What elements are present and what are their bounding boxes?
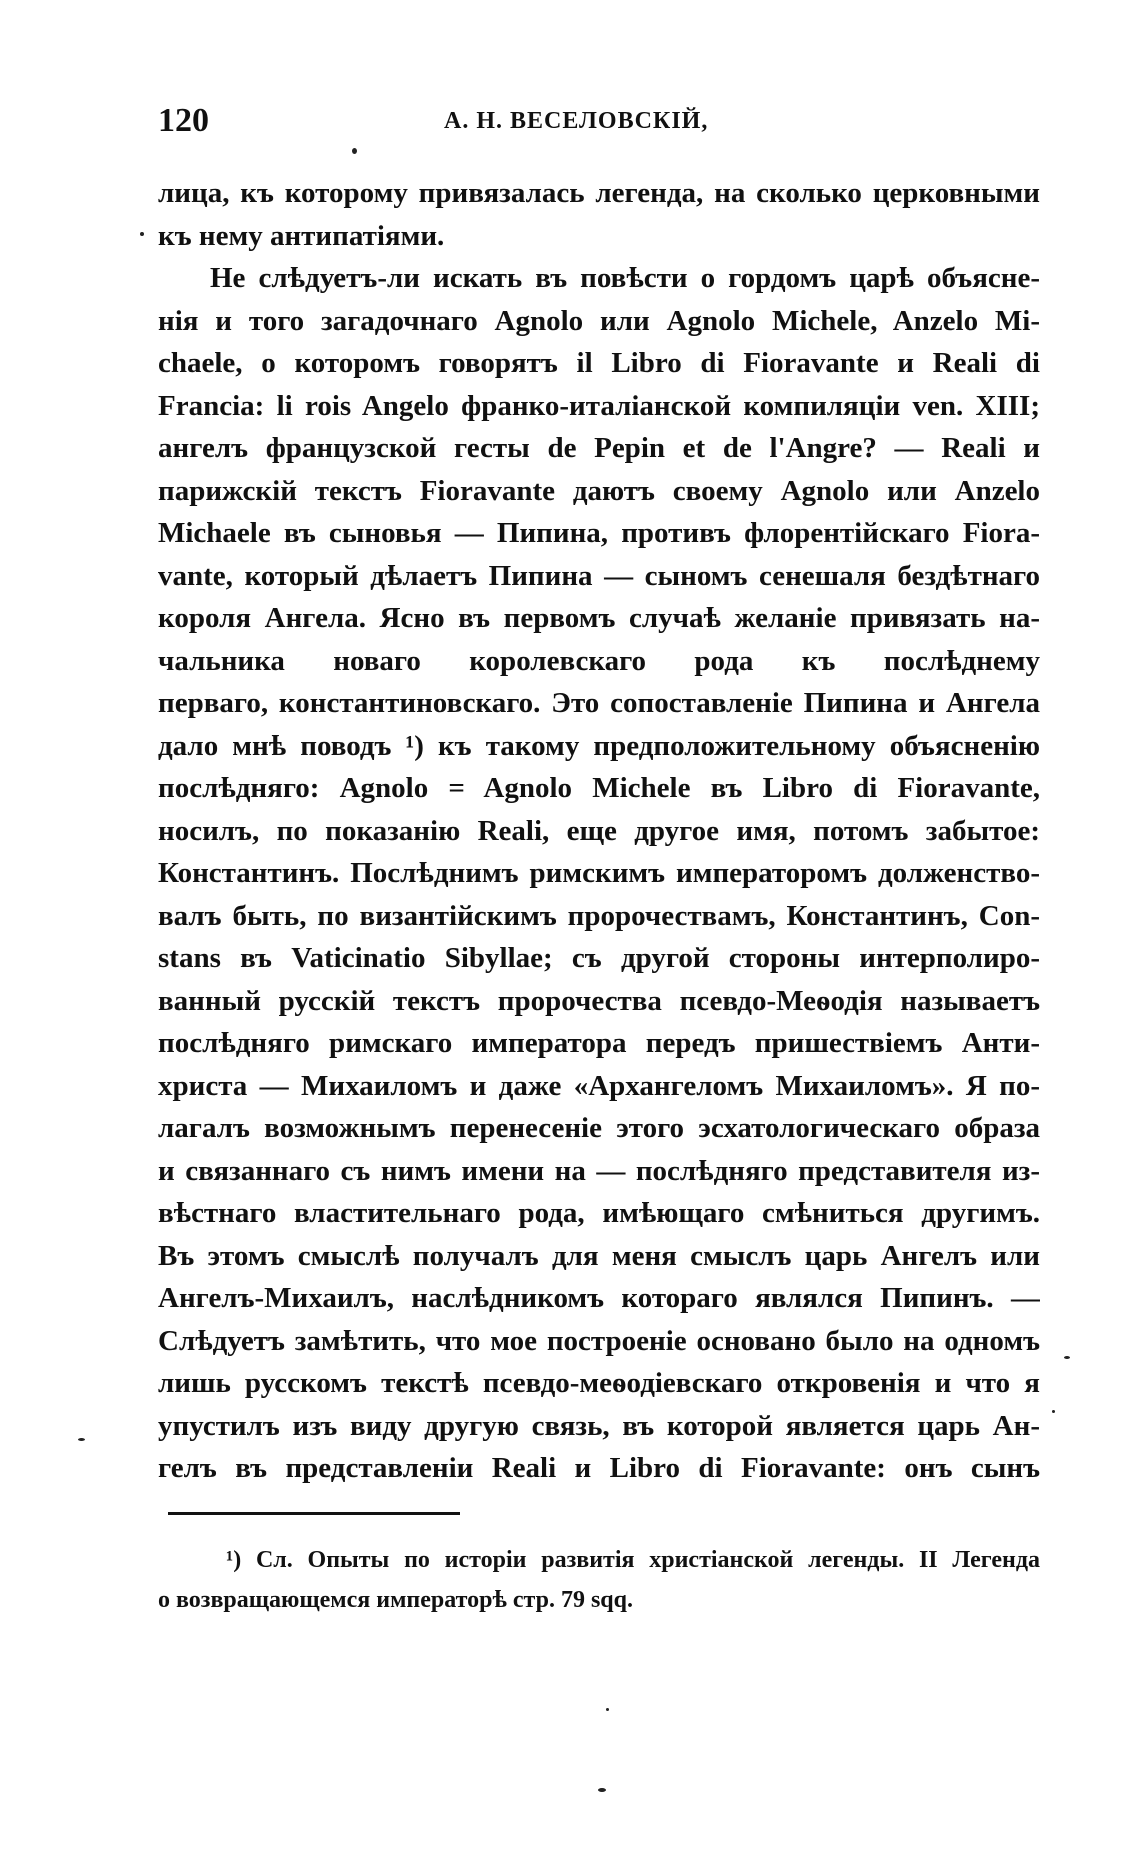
text-line: vante, который дѣлаетъ Пипина — сыномъ сенешаля бездѣтнаго bbox=[158, 559, 1040, 592]
text-line: Ангелъ-Михаилъ, наслѣдникомъ котораго являлся Пипинъ. — bbox=[158, 1282, 1040, 1314]
footnote-divider bbox=[168, 1512, 460, 1515]
text-line: вѣстнаго властительнаго рода, имѣющаго смѣниться другимъ. bbox=[158, 1197, 1040, 1229]
running-head: А. Н. ВЕСЕЛОВСКІЙ, bbox=[444, 108, 709, 134]
text-line: лица, къ которому привязалась легенда, на сколько церковными bbox=[158, 177, 1040, 209]
text-line: ванный русскій текстъ пророчества псевдо-Меѳодія называетъ bbox=[158, 984, 1040, 1017]
text-line: послѣдняго: Agnolo = Agnolo Michele въ Libro di Fioravante, bbox=[158, 772, 1040, 804]
text-line: Francia: li rois Angelo франко-италіанской компиляціи ven. XIII; bbox=[158, 389, 1040, 422]
text-line: къ нему антипатіями. bbox=[158, 219, 445, 252]
text-line: лишь русскомъ текстѣ псевдо-меѳодіевскаго откровенія и что я bbox=[158, 1367, 1040, 1399]
text-line: дало мнѣ поводъ ¹) къ такому предположительному объясненію bbox=[158, 729, 1040, 762]
text-line: ангелъ французской гесты de Pepin et de l'Angre? — Reali и bbox=[158, 432, 1040, 464]
text-line: валъ быть, по византійскимъ пророчествамъ, Константинъ, Con- bbox=[158, 899, 1040, 932]
text-line: Не слѣдуетъ-ли искать въ повѣсти о гордомъ царѣ объясне- bbox=[210, 262, 1040, 294]
text-line: и связаннаго съ нимъ имени на — послѣдняго представителя из- bbox=[158, 1154, 1040, 1187]
text-line: лагалъ возможнымъ перенесеніе этого эсхатологическаго образа bbox=[158, 1112, 1040, 1144]
scan-speck bbox=[1052, 1410, 1055, 1413]
footnote-line: о возвращающемся императорѣ стр. 79 sqq. bbox=[158, 1587, 633, 1613]
text-line: Въ этомъ смыслѣ получалъ для меня смыслъ царь Ангелъ или bbox=[158, 1239, 1040, 1272]
page-number: 120 bbox=[158, 102, 209, 139]
text-line: носилъ, по показанію Reali, еще другое имя, потомъ забытое: bbox=[158, 814, 1040, 847]
text-line: перваго, константиновскаго. Это сопоставленіе Пипина и Ангела bbox=[158, 687, 1040, 719]
text-line: христа — Михаиломъ и даже «Архангеломъ Михаиломъ». Я по- bbox=[158, 1069, 1040, 1102]
text-line: чальника новаго королевскаго рода къ послѣднему bbox=[158, 644, 1040, 677]
main-text bbox=[158, 172, 1040, 1490]
scan-speck bbox=[1064, 1356, 1070, 1359]
scan-speck bbox=[606, 1708, 609, 1711]
page-header bbox=[158, 102, 1040, 142]
scan-speck bbox=[598, 1788, 606, 1792]
text-line: гелъ въ представленіи Reali и Libro di Fioravante: онъ сынъ bbox=[158, 1452, 1040, 1484]
scan-speck bbox=[78, 1438, 85, 1441]
footnote-line: ¹) Сл. Опыты по исторіи развитія христіанской легенды. II Легенда bbox=[226, 1547, 1040, 1573]
text-line: chaele, о которомъ говорятъ il Libro di Fioravante и Reali di bbox=[158, 347, 1040, 379]
footnotes bbox=[158, 1540, 1040, 1620]
text-line: Слѣдуетъ замѣтить, что мое построеніе основано было на одномъ bbox=[158, 1324, 1040, 1357]
text-line: Константинъ. Послѣднимъ римскимъ императоромъ долженство- bbox=[158, 857, 1040, 889]
text-line: stans въ Vaticinatio Sibyllae; съ другой стороны интерполиро- bbox=[158, 942, 1040, 974]
text-line: парижскій текстъ Fioravante даютъ своему Agnolo или Anzelo bbox=[158, 474, 1040, 507]
scan-speck bbox=[140, 232, 144, 236]
text-line: упустилъ изъ виду другую связь, въ которой является царь Ан- bbox=[158, 1409, 1040, 1442]
scan-speck bbox=[352, 148, 357, 154]
text-line: послѣдняго римскаго императора передъ пришествіемъ Анти- bbox=[158, 1027, 1040, 1059]
text-line: короля Ангела. Ясно въ первомъ случаѣ желаніе привязать на- bbox=[158, 602, 1040, 634]
text-line: Michaele въ сыновья — Пипина, противъ флорентійскаго Fiora- bbox=[158, 517, 1040, 549]
text-line: нія и того загадочнаго Agnolo или Agnolo Michele, Anzelo Mi- bbox=[158, 304, 1040, 337]
